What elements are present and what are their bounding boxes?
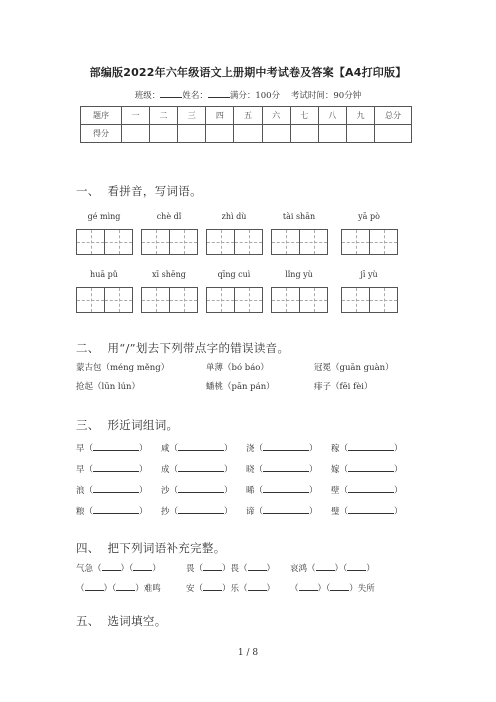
- section-2-heading: 二、 用“/”划去下列带点字的错误读音。: [76, 341, 290, 355]
- writing-grid[interactable]: [271, 229, 328, 255]
- score-table: [80, 106, 412, 143]
- section-5-heading: 五、 选词填空。: [76, 614, 167, 628]
- writing-grid[interactable]: [341, 287, 398, 313]
- pinyin-label: qīng cuì: [217, 270, 251, 279]
- score-input-cell[interactable]: [318, 125, 346, 143]
- table-cell: 题序: [81, 107, 122, 125]
- score-value-row: [81, 125, 412, 143]
- word-group-item[interactable]: 浪（ ）: [76, 486, 148, 496]
- idiom-blank-item[interactable]: （ ）（ ）难鸣: [76, 584, 161, 594]
- word-group-item[interactable]: 壁（ ）: [331, 486, 403, 496]
- score-header-row: [81, 107, 412, 125]
- word-group-item[interactable]: 沙（ ）: [161, 486, 233, 496]
- table-cell: 四: [206, 107, 234, 125]
- word-group-item[interactable]: 嫁（ ）: [331, 465, 403, 475]
- table-cell: 三: [178, 107, 206, 125]
- pinyin-label: chè dǐ: [156, 212, 182, 221]
- section-1-heading: 一、 看拼音，写词语。: [76, 184, 202, 198]
- score-input-cell[interactable]: [346, 125, 374, 143]
- idiom-blank-item[interactable]: 畏（ ）畏（ ）: [186, 564, 276, 574]
- table-cell: 八: [318, 107, 346, 125]
- score-input-cell[interactable]: [150, 125, 178, 143]
- writing-grid[interactable]: [141, 287, 198, 313]
- table-cell: 九: [346, 107, 374, 125]
- idiom-blank-item[interactable]: 安（ ）乐（ ）: [186, 584, 276, 594]
- word-group-item[interactable]: 稼（ ）: [331, 444, 403, 454]
- pronunciation-item[interactable]: 抢起（lūn lún）: [76, 382, 141, 392]
- table-cell: 得分: [81, 125, 122, 143]
- idiom-blank-item[interactable]: 气急（ ）（ ）: [76, 564, 161, 574]
- table-cell: 一: [122, 107, 150, 125]
- pinyin-label: huā pǔ: [90, 270, 118, 279]
- section-4-heading: 四、 把下列词语补充完整。: [76, 541, 226, 555]
- table-cell: 总分: [375, 107, 412, 125]
- exam-info: [0, 89, 496, 101]
- word-group-item[interactable]: 抄（ ）: [161, 507, 233, 517]
- word-group-item[interactable]: 浇（ ）: [246, 444, 318, 454]
- score-input-cell[interactable]: [290, 125, 318, 143]
- pinyin-label: yā pò: [358, 212, 380, 221]
- table-cell: 二: [150, 107, 178, 125]
- word-group-row: [76, 463, 416, 475]
- score-input-cell[interactable]: [234, 125, 262, 143]
- pinyin-label: tài shān: [282, 212, 316, 221]
- score-input-cell[interactable]: [206, 125, 234, 143]
- section-3-heading: 三、 形近词组词。: [76, 418, 179, 432]
- pinyin-label: zhì dù: [221, 212, 247, 221]
- table-cell: 五: [234, 107, 262, 125]
- score-input-cell[interactable]: [178, 125, 206, 143]
- full-score: 满分：100分: [229, 91, 281, 101]
- pinyin-label: lǐng yù: [285, 270, 313, 279]
- word-group-item[interactable]: 早（ ）: [76, 444, 148, 454]
- word-group-item[interactable]: 成（ ）: [161, 465, 233, 475]
- writing-grid[interactable]: [141, 229, 198, 255]
- idiom-blank-item[interactable]: 哀鸿（ ）（ ）: [290, 564, 375, 574]
- word-group-item[interactable]: 粮（ ）: [76, 507, 148, 517]
- page-number: 1 / 8: [237, 648, 259, 658]
- word-group-item[interactable]: 早（ ）: [76, 465, 148, 475]
- name-label: 姓名：: [182, 91, 208, 101]
- pinyin-label: gé mìng: [87, 212, 121, 221]
- writing-grid[interactable]: [271, 287, 328, 313]
- pronunciation-item[interactable]: 蒙古包（méng měng）: [76, 363, 170, 373]
- pronunciation-item[interactable]: 痱子（fēi fèi）: [314, 382, 373, 392]
- writing-grid[interactable]: [76, 287, 133, 313]
- writing-grid[interactable]: [341, 229, 398, 255]
- word-group-row: [76, 505, 416, 517]
- pronunciation-item[interactable]: 单薄（bó báo）: [206, 363, 269, 373]
- score-input-cell[interactable]: [122, 125, 150, 143]
- idiom-blank-item[interactable]: （ ）（ ）失所: [290, 584, 375, 594]
- table-cell: 六: [262, 107, 290, 125]
- name-blank[interactable]: [208, 89, 230, 98]
- word-group-item[interactable]: 晓（ ）: [246, 465, 318, 475]
- word-group-item[interactable]: 璧（ ）: [331, 507, 403, 517]
- writing-grid[interactable]: [206, 287, 263, 313]
- pronunciation-item[interactable]: 蟠桃（pān pán）: [206, 382, 275, 392]
- class-label: 班级：: [134, 91, 161, 101]
- word-group-item[interactable]: 晞（ ）: [246, 486, 318, 496]
- word-group-row: [76, 484, 416, 496]
- table-cell: 七: [290, 107, 318, 125]
- word-group-item[interactable]: 谛（ ）: [246, 507, 318, 517]
- score-input-cell[interactable]: [375, 125, 412, 143]
- pinyin-label: xī shēng: [152, 270, 186, 279]
- writing-grid[interactable]: [76, 229, 133, 255]
- pinyin-label: jī yù: [360, 270, 378, 279]
- pronunciation-item[interactable]: 冠冕（guān guàn）: [314, 363, 394, 373]
- class-blank[interactable]: [160, 89, 182, 98]
- word-group-item[interactable]: 咸（ ）: [161, 444, 233, 454]
- writing-grid[interactable]: [206, 229, 263, 255]
- score-input-cell[interactable]: [262, 125, 290, 143]
- exam-time: 考试时间：90分钟: [290, 91, 362, 101]
- page-title: 部编版2022年六年级语文上册期中考试卷及答案【A4打印版】: [89, 66, 407, 79]
- word-group-row: [76, 442, 416, 454]
